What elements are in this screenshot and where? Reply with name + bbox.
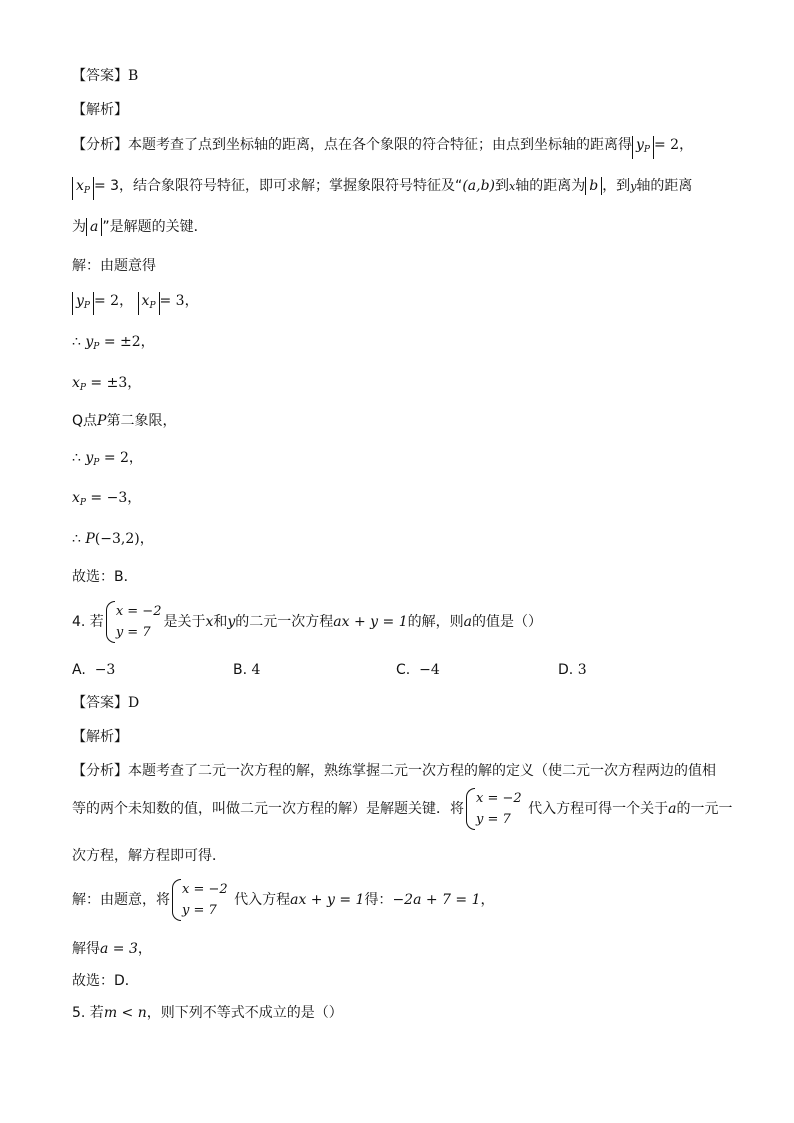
q3-sol-eq: = 2， <box>103 450 143 466</box>
q3-sol-line-3 <box>72 373 141 398</box>
q4-text-5: 的值是（） <box>471 614 542 630</box>
q4-text-3: 的二元一次方程 <box>235 614 334 630</box>
q3-analysis-line-3 <box>72 217 208 237</box>
q3-sol-eq: (−3,2)， <box>94 531 154 547</box>
q3-sol-var: x <box>72 490 80 506</box>
option-value: 3 <box>577 662 587 678</box>
q4-text-2: 和 <box>213 614 228 630</box>
q3-answer-value: B <box>128 68 139 84</box>
q4-option-a[interactable] <box>72 662 115 678</box>
q3-abs-xp: $x_P$ <box>72 177 94 200</box>
option-value: 4 <box>251 662 261 678</box>
q4-equation-system <box>106 601 162 643</box>
q3-sol-var: y <box>85 334 94 350</box>
q4-text-4: 的解，则 <box>407 614 464 630</box>
option-value: −3 <box>94 662 116 678</box>
option-label: C. <box>396 662 411 678</box>
q4-explain-label: 【解析】 <box>72 729 128 745</box>
q4-analysis-sys-row-1: x = −2 <box>476 791 522 806</box>
q4-sys-row-1: x = −2 <box>115 604 162 619</box>
q4-sol-text-4: ， <box>480 892 495 908</box>
q3-analysis-eq-1: = 2， <box>653 137 694 153</box>
q4-analysis-text-1: 本题考查了二元一次方程的解，熟练掌握二元一次方程的解的定义（使二元一次方程两边的值相 <box>128 763 716 779</box>
q4-analysis-text-3: 代入方程可得一个关于 <box>528 801 669 817</box>
q3-sol-abs-xp: $x_P$ <box>138 292 160 315</box>
q3-analysis-line-2 <box>72 176 692 200</box>
q3-explain-label: 【解析】 <box>72 102 128 118</box>
q4-sol-result-value: a = 3 <box>100 941 138 957</box>
q3-sol-var: P <box>97 413 107 429</box>
q3-sol-line-5 <box>72 448 143 473</box>
q3-y-var: y <box>630 180 637 193</box>
q3-analysis-text-6: 轴的距离 <box>636 178 693 194</box>
q4-analysis-text-4: 的一元一 <box>676 801 733 817</box>
q4-x: x <box>205 614 214 630</box>
q4-sol-result-pre: 解得 <box>72 941 100 957</box>
therefore-symbol: ∴ <box>72 450 81 466</box>
q4-option-d[interactable] <box>558 662 587 678</box>
q3-sol-eq-1: = 2， <box>93 293 134 309</box>
q4-sol-text-2: 代入方程 <box>234 892 291 908</box>
option-label: D. <box>558 662 574 678</box>
q4-sol-line-1 <box>72 878 495 922</box>
brace-icon <box>106 601 115 643</box>
q3-sol-line-6 <box>72 488 141 513</box>
q4-sol-eq: ax + y = 1 <box>290 892 365 908</box>
q4-sys-row-2: y = 7 <box>115 625 151 640</box>
therefore-symbol: ∴ <box>72 531 81 547</box>
q3-analysis-text-8: ”是解题的关键． <box>102 219 208 235</box>
q3-point-ab: (a,b) <box>462 178 495 194</box>
q3-analysis-label: 【分析】 <box>72 137 128 153</box>
q4-sol-result <box>72 939 152 959</box>
q5-number: 5. 若 <box>72 1005 104 1021</box>
q5-condition: m < n <box>103 1005 147 1021</box>
q3-sol-pre: Q点 <box>72 413 98 429</box>
q3-x-var: x <box>509 180 516 193</box>
q3-sol-sub: P <box>93 458 100 468</box>
option-label: A. <box>72 662 86 678</box>
q4-sol-eq2: −2a + 7 = 1 <box>392 892 481 908</box>
q4-question <box>72 600 542 644</box>
q5-question <box>72 1003 343 1023</box>
q3-sol-var: x <box>72 375 80 391</box>
q4-analysis-line-3: 次方程，解方程即可得． <box>72 848 226 864</box>
q3-abs-yp: $y_P$ <box>632 136 654 159</box>
q4-option-b[interactable] <box>233 662 260 678</box>
q3-sol-eq: = ±3， <box>90 375 142 391</box>
q3-sol-var: y <box>85 450 94 466</box>
q3-sol-intro: 解：由题意得 <box>72 258 156 274</box>
option-value: −4 <box>419 662 440 678</box>
q4-answer-value: D <box>128 695 140 711</box>
q4-sol-text-3: 得： <box>364 892 393 908</box>
q4-text-1: 是关于 <box>163 614 206 630</box>
q4-answer-label: 【答案】 <box>72 695 128 711</box>
q4-analysis-text-2: 等的两个未知数的值，叫做二元一次方程的解）是解题关键．将 <box>72 801 464 817</box>
q3-choose: 故选：B． <box>72 569 138 585</box>
q3-sol-line-7 <box>72 529 154 549</box>
q3-sol-sub: P <box>93 342 100 352</box>
q3-answer-line <box>72 66 138 86</box>
option-label: B. <box>233 662 248 678</box>
q4-sol-result-post: ， <box>137 941 152 957</box>
q3-analysis-text-4: 轴的距离为 <box>515 178 586 194</box>
q3-sol-sub: P <box>79 383 86 393</box>
q4-y: y <box>227 614 236 630</box>
q4-sol-equation-system <box>172 879 228 921</box>
q3-sol-eq: = ±2， <box>103 334 155 350</box>
q4-analysis-sys-row-2: y = 7 <box>476 812 511 827</box>
q3-analysis-text-3: 到 <box>495 178 509 194</box>
q3-sol-text: 第二象限， <box>106 413 177 429</box>
q3-sol-var: P <box>85 531 95 547</box>
q3-sol-sub: P <box>79 498 86 508</box>
q4-analysis-a: a <box>668 801 677 817</box>
q4-analysis-line-2 <box>72 787 732 831</box>
q4-choose: 故选：D． <box>72 973 139 989</box>
q5-text: ，则下列不等式不成立的是（） <box>146 1005 343 1021</box>
q3-analysis-line-1 <box>72 135 693 159</box>
brace-icon <box>466 788 475 830</box>
q3-sol-eq-2: = 3， <box>159 293 199 309</box>
therefore-symbol: ∴ <box>72 334 81 350</box>
q3-analysis-text-1: 本题考查了点到坐标轴的距离，点在各个象限的符合特征；由点到坐标轴的距离得 <box>128 137 632 153</box>
brace-icon <box>172 879 181 921</box>
q3-analysis-text-5: ，到 <box>602 178 631 194</box>
q4-analysis-label: 【分析】 <box>72 763 128 779</box>
q4-answer-line <box>72 693 139 713</box>
q4-equation: ax + y = 1 <box>333 614 408 630</box>
q3-sol-line-4 <box>72 411 176 431</box>
q3-answer-label: 【答案】 <box>72 68 128 84</box>
q3-sol-line-1 <box>72 291 199 315</box>
q3-sol-eq: = −3， <box>90 490 142 506</box>
q3-abs-a: a <box>86 218 102 236</box>
q4-analysis-line-1 <box>72 761 716 781</box>
q4-sol-sys-row-1: x = −2 <box>182 882 228 897</box>
q3-analysis-eq-2: = 3，结合象限符号特征，即可求解；掌握象限符号特征及“ <box>93 178 463 194</box>
q3-analysis-text-7: 为 <box>72 219 86 235</box>
q3-abs-b: b <box>585 177 602 195</box>
q4-a: a <box>463 614 472 630</box>
q4-analysis-equation-system <box>466 788 522 830</box>
q3-sol-abs-yp: $y_P$ <box>72 292 94 315</box>
q4-sol-sys-row-2: y = 7 <box>182 903 217 918</box>
q4-sol-text-1: 解：由题意，将 <box>72 892 170 908</box>
q4-option-c[interactable] <box>396 662 440 678</box>
q4-number: 4. 若 <box>72 614 104 630</box>
q3-sol-line-2 <box>72 332 155 357</box>
